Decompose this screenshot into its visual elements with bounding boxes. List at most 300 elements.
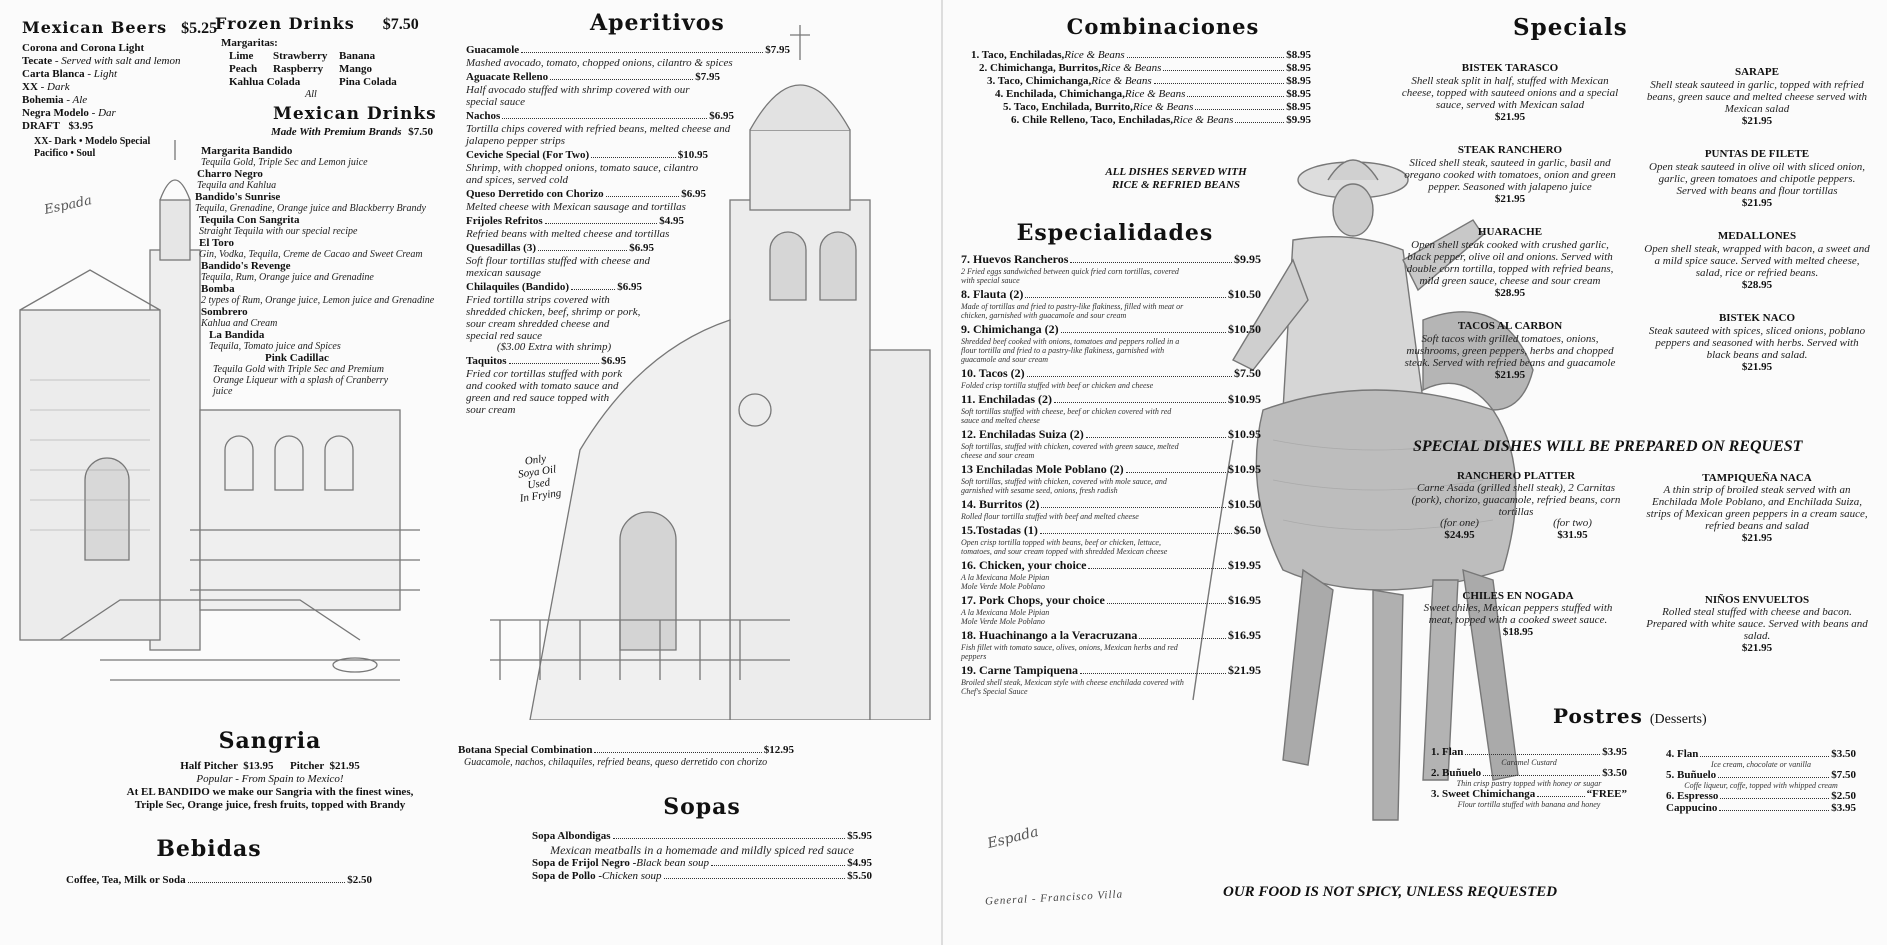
aperitivo-item — [466, 355, 626, 416]
combo-price: $8.95 — [1286, 75, 1311, 87]
special-desc: Shell steak split in half, stuffed with Mexican cheese, topped with sauteed onions and a special sauce, served with Mexican salad — [1401, 75, 1619, 111]
especialidad-price: $19.95 — [1228, 558, 1261, 572]
aperitivo-name: Queso Derretido con Chorizo — [466, 188, 604, 200]
special-price: $28.95 — [1494, 287, 1526, 299]
special-item — [1643, 230, 1871, 292]
beer-note: - Light — [84, 68, 118, 80]
ninos-price: $21.95 — [1741, 642, 1773, 654]
aperitivo-item — [466, 215, 684, 240]
leader-dots — [1041, 507, 1226, 508]
drink-desc: Tequila, Rum, Orange juice and Grenadine — [201, 272, 374, 283]
especialidad-price: $21.95 — [1228, 663, 1261, 677]
leader-dots — [613, 838, 846, 839]
menu-line — [466, 215, 684, 228]
especialidad-desc: 2 Fried eggs sandwiched between quick fried corn tortillas, covered with special sauce — [961, 267, 1179, 285]
sangria-desc2: Triple Sec, Orange juice, fresh fruits, topped with Brandy — [134, 799, 406, 811]
leader-dots — [550, 79, 693, 80]
sopas-list — [532, 830, 872, 883]
sopa-price: $4.95 — [847, 857, 872, 869]
especialidad-name: 12. Enchiladas Suiza (2) — [961, 427, 1084, 441]
botana-price: $12.95 — [763, 744, 794, 756]
menu-line — [466, 355, 626, 368]
bebidas-section — [66, 836, 372, 887]
left-panel — [0, 0, 943, 945]
leader-dots — [664, 878, 846, 879]
aperitivo-name: Guacamole — [466, 44, 520, 56]
especialidad-price: $7.50 — [1234, 366, 1261, 380]
beers-title: Mexican Beers — [22, 18, 168, 37]
aperitivo-name: Quesadillas (3) — [466, 242, 536, 254]
especialidad-desc: Made of tortillas and fried to pastry-like flakiness, filled with meat or chicken, garnished with guacamole and sour cream — [961, 302, 1184, 320]
artist-signature: Espada — [42, 193, 94, 218]
menu-line — [1666, 802, 1856, 814]
menu-line — [1431, 746, 1627, 758]
leader-dots — [606, 196, 680, 197]
especialidad-name: 14. Burritos (2) — [961, 497, 1040, 511]
flavor-item: Kahlua Colada — [229, 76, 301, 88]
aperitivo-name: Ceviche Special (For Two) — [466, 149, 590, 161]
menu-line — [466, 44, 790, 57]
sopas-title: Sopas — [663, 794, 741, 820]
special-price: $21.95 — [1741, 115, 1773, 127]
leader-dots — [1718, 777, 1829, 778]
postre-price: $3.95 — [1831, 802, 1856, 814]
menu-line — [466, 110, 734, 123]
margaritas-label: Margaritas: — [221, 37, 278, 49]
beer-item — [22, 94, 202, 107]
drink-name: Margarita Bandido — [201, 145, 293, 157]
soya-note — [505, 450, 571, 506]
postre-price: “FREE” — [1586, 788, 1627, 800]
aperitivo-item — [466, 242, 654, 279]
postre-desc: Coffe liqueur, coffe, topped with whipped cream — [1684, 781, 1838, 790]
postres-col1 — [1431, 746, 1627, 809]
special-name: HUARACHE — [1477, 226, 1543, 238]
menu-line — [1666, 790, 1856, 802]
leader-dots — [1154, 83, 1285, 84]
aperitivo-price: $6.95 — [601, 355, 626, 367]
aperitivo-name: Aguacate Relleno — [466, 71, 549, 83]
flavor-item: Peach — [229, 63, 258, 75]
aperitivo-desc: Shrimp, with chopped onions, tomato sauce, cilantro and spices, served cold — [466, 162, 699, 186]
especialidad-desc: A la Mexicana Mole Pipian Mole Verde Mole Poblano — [961, 573, 1050, 591]
leader-dots — [1235, 122, 1284, 123]
leader-dots — [1040, 533, 1232, 534]
combo-note-line2: RICE & REFRIED BEANS — [1111, 179, 1241, 191]
soya-line: Soya Oil — [517, 463, 557, 481]
sopas-section — [532, 794, 872, 883]
especialidad-name: 10. Tacos (2) — [961, 366, 1025, 380]
aperitivo-name: Taquitos — [466, 355, 507, 367]
menu-line — [961, 287, 1261, 302]
all-label: All — [305, 89, 317, 100]
especialidad-desc: A la Mexicana Mole Pipian Mole Verde Mole Poblano — [961, 608, 1050, 626]
right-panel — [943, 0, 1887, 945]
draft-price: $3.95 — [68, 120, 94, 132]
aperitivo-item — [466, 281, 642, 353]
special-price: $21.95 — [1494, 193, 1526, 205]
leader-dots — [1465, 754, 1600, 755]
beer-name: Corona and Corona Light — [22, 42, 145, 54]
drink-name: Pink Cadillac — [265, 352, 329, 364]
combo-name: 3. Taco, Chimichanga, — [987, 75, 1092, 87]
especialidad-item — [961, 366, 1261, 390]
combo-price: $8.95 — [1286, 101, 1311, 113]
ranchero-two-price: $31.95 — [1557, 529, 1588, 541]
special-item — [1400, 144, 1620, 206]
especialidad-price: $6.50 — [1234, 523, 1261, 537]
chiles-price: $18.95 — [1502, 626, 1534, 638]
leader-dots — [1061, 332, 1226, 333]
postre-name: 2. Buñuelo — [1431, 767, 1482, 779]
drink-desc: Straight Tequila with our special recipe — [199, 226, 358, 237]
aperitivo-price: $6.95 — [629, 242, 654, 254]
especialidad-item — [961, 462, 1261, 495]
postre-price: $3.95 — [1602, 746, 1627, 758]
especialidad-item — [961, 287, 1261, 320]
beers-price: $5.25 — [181, 20, 218, 37]
especialidad-name: 8. Flauta (2) — [961, 287, 1024, 301]
leader-dots — [571, 289, 615, 290]
menu-line — [1666, 748, 1856, 760]
especialidad-item — [961, 392, 1261, 425]
postre-name: Cappucino — [1666, 802, 1718, 814]
aperitivo-price: $6.95 — [709, 110, 734, 122]
drink-name: Sombrero — [201, 306, 248, 318]
mexican-drinks-section — [195, 104, 465, 397]
aperitivo-price: $6.95 — [617, 281, 642, 293]
drink-name: Bandido's Sunrise — [195, 191, 281, 203]
flavor-item: Mango — [339, 63, 372, 75]
menu-line — [1011, 114, 1311, 127]
special-desc: Open shell steak cooked with crushed garlic, black pepper, olive oil and onions. Served with double corn tortilla, topped with refried beans, mild green sauce, cheese and sour cream — [1406, 239, 1614, 287]
postre-desc: Ice cream, chocolate or vanilla — [1711, 760, 1811, 769]
menu-line — [1431, 788, 1627, 800]
flavor-grid — [229, 50, 397, 89]
beer-list — [22, 42, 202, 120]
drink-item — [199, 214, 465, 237]
drink-name: Charro Negro — [197, 168, 263, 180]
especialidad-desc: Soft tortillas, stuffed with chicken, covered with mole sauce, and garnished with sesame seed, onions, fresh radish — [961, 477, 1167, 495]
combo-list — [971, 49, 1351, 127]
flavor-item: Raspberry — [273, 63, 324, 75]
menu-line — [961, 593, 1261, 608]
flavor-item: Lime — [229, 50, 254, 62]
especialidad-name: 16. Chicken, your choice — [961, 558, 1087, 572]
especialidad-item — [961, 558, 1261, 591]
aperitivos-section — [466, 10, 796, 418]
flavor-item: Strawberry — [273, 50, 328, 62]
sopa-price: $5.50 — [847, 870, 872, 882]
botana-name: Botana Special Combination — [458, 744, 593, 756]
drink-item — [213, 352, 465, 397]
combo-price: $9.95 — [1286, 114, 1311, 126]
especialidad-desc: Broiled shell steak, Mexican style with cheese enchilada covered with Chef's Special Sauce — [961, 678, 1184, 696]
leader-dots — [1700, 756, 1829, 757]
leader-dots — [1027, 376, 1232, 377]
botana-section — [458, 744, 794, 768]
specials-title: Specials — [1513, 14, 1628, 41]
leader-dots — [1086, 437, 1226, 438]
aperitivos-list — [466, 44, 796, 416]
beer-note: - Ale — [63, 94, 88, 106]
aperitivos-title: Aperitivos — [590, 10, 725, 36]
especialidad-item — [961, 322, 1261, 364]
special-item — [1643, 66, 1871, 128]
combo-price: $8.95 — [1286, 62, 1311, 74]
aperitivo-name: Frijoles Refritos — [466, 215, 543, 227]
sangria-desc1: At EL BANDIDO we make our Sangria with the finest wines, — [126, 786, 414, 798]
aperitivo-desc: Soft flour tortillas stuffed with cheese and mexican sausage — [466, 255, 650, 279]
bebidas-item: Coffee, Tea, Milk or Soda — [66, 874, 186, 886]
beer-note: - Dark — [37, 81, 70, 93]
beer-item — [22, 81, 202, 94]
especialidad-price: $10.95 — [1228, 427, 1261, 441]
aperitivo-item — [466, 44, 790, 69]
aperitivo-name: Chilaquiles (Bandido) — [466, 281, 570, 293]
artist-signature-right: Espada — [985, 823, 1041, 853]
drink-name: Bomba — [201, 283, 235, 295]
tampiquena-desc: A thin strip of broiled steak served with an Enchilada Mole Poblano, and Enchilada Suiza, strips of Mexican green peppers in a cream sauce, refried beans and salad — [1646, 484, 1868, 532]
especialidad-desc: Rolled flour tortilla stuffed with beef and melted cheese — [961, 512, 1139, 521]
drink-name: Bandido's Revenge — [201, 260, 291, 272]
special-desc: Steak sauteed with spices, sliced onions, poblano peppers and seasoned with herbs. Served with black beans and salad. — [1648, 325, 1866, 361]
leader-dots — [1187, 96, 1284, 97]
menu-line — [466, 188, 706, 201]
especialidad-item — [961, 523, 1261, 556]
leader-dots — [1107, 603, 1226, 604]
special-name: BISTEK TARASCO — [1461, 62, 1559, 74]
drink-name: El Toro — [199, 237, 234, 249]
frozen-price: $7.50 — [382, 16, 419, 33]
especialidad-desc: Soft tortillas stuffed with cheese, beef or chicken covered with red sauce and melted cheese — [961, 407, 1172, 425]
aperitivo-item — [466, 149, 708, 186]
aperitivo-price: $7.95 — [765, 44, 790, 56]
menu-line — [466, 281, 642, 294]
leader-dots — [509, 363, 600, 364]
postre-name: 6. Espresso — [1666, 790, 1719, 802]
leader-dots — [1483, 775, 1600, 776]
combo-name: 1. Taco, Enchiladas, — [971, 49, 1065, 61]
beers-section — [22, 18, 218, 160]
postre-desc: Thin crisp pastry topped with honey or sugar — [1456, 779, 1602, 788]
aperitivo-desc: Fried tortilla strips covered with shredded chicken, beef, shrimp or pork, sour cream shredded cheese and special red sauce — [466, 294, 641, 342]
soya-line: Used — [526, 476, 551, 492]
chiles-desc: Sweet chiles, Mexican peppers stuffed with meat, topped with a cooked sweet sauce. — [1423, 602, 1613, 626]
ninos-desc: Rolled steal stuffed with cheese and bacon. Prepared with white sauce. Served with beans and salad. — [1646, 606, 1868, 642]
drink-item — [201, 306, 465, 329]
sangria-prices: Half Pitcher $13.95 Pitcher $21.95 — [180, 760, 360, 772]
postres-col2 — [1666, 748, 1856, 814]
special-desc: Open steak sauteed in olive oil with sliced onion, garlic, green tomatoes and chipotle peppers. Served with beans and flour tortillas — [1649, 161, 1865, 197]
aperitivo-name: Nachos — [466, 110, 501, 122]
esp-list — [961, 252, 1261, 696]
beer-item — [22, 42, 202, 55]
menu-line — [532, 857, 872, 870]
special-name: BISTEK NACO — [1718, 312, 1796, 324]
tampiquena-price: $21.95 — [1741, 532, 1773, 544]
aperitivo-price: $7.95 — [695, 71, 720, 83]
postre-price: $3.50 — [1831, 748, 1856, 760]
special-item — [1400, 62, 1620, 124]
especialidad-desc: Shredded beef cooked with onions, tomatoes and peppers rolled in a flour tortilla and fried to a pastry-like flakiness, garnished with guacamole and sour cream — [961, 337, 1180, 364]
menu-line — [961, 252, 1261, 267]
sopa-name-note: Black bean soup — [636, 857, 709, 869]
ranchero-desc: Carne Asada (grilled shell steak), 2 Carnitas (pork), chorizo, guacamole, refried beans, corn tortillas — [1411, 482, 1621, 518]
specials-col1 — [1400, 62, 1620, 402]
especialidad-name: 17. Pork Chops, your choice — [961, 593, 1105, 607]
special-desc: Sliced shell steak, sauteed in garlic, basil and oregano cooked with tomatoes, onion and green pepper. Seasoned with jalapeno juice — [1404, 157, 1616, 193]
drink-name: Tequila Con Sangrita — [199, 214, 300, 226]
especialidad-name: 18. Huachinango a la Veracruzana — [961, 628, 1138, 642]
specials-col2 — [1643, 66, 1871, 394]
drink-item — [195, 191, 465, 214]
beer-note: - Dar — [88, 107, 116, 119]
postres-title: Postres — [1553, 704, 1643, 728]
combo-name: 4. Enchilada, Chimichanga, — [995, 88, 1125, 100]
menu-line — [466, 242, 654, 255]
special-price: $21.95 — [1494, 111, 1526, 123]
sangria-title: Sangria — [218, 728, 322, 754]
menu-line — [1666, 769, 1856, 781]
leader-dots — [711, 865, 845, 866]
botana-desc: Guacamole, nachos, chilaquiles, refried beans, queso derretido con chorizo — [464, 757, 768, 768]
especialidad-price: $16.95 — [1228, 593, 1261, 607]
leader-dots — [1088, 568, 1226, 569]
sangria-tagline: Popular - From Spain to Mexico! — [196, 773, 344, 785]
sopa-desc: Mexican meatballs in a homemade and mildly spiced red sauce — [550, 843, 854, 857]
flavor-item: Pina Colada — [339, 76, 397, 88]
specials-title-wrap — [1513, 14, 1633, 41]
soya-line: Only — [524, 452, 547, 468]
special-item — [1400, 320, 1620, 382]
bebidas-title: Bebidas — [156, 836, 262, 862]
especialidad-desc: Soft tortillas, stuffed with chicken, covered with green sauce, melted cheese and sour cream — [961, 442, 1179, 460]
leader-dots — [1126, 472, 1226, 473]
especialidad-item — [961, 252, 1261, 285]
especialidad-item — [961, 628, 1261, 661]
special-price: $28.95 — [1741, 279, 1773, 291]
drink-desc: 2 types of Rum, Orange juice, Lemon juice and Grenadine — [201, 295, 435, 306]
leader-dots — [538, 250, 627, 251]
ninos-name: NIÑOS ENVUELTOS — [1704, 594, 1810, 606]
special-name: TACOS AL CARBON — [1457, 320, 1563, 332]
combo-note-line1: ALL DISHES SERVED WITH — [1105, 166, 1247, 178]
menu-line — [979, 62, 1311, 75]
drink-item — [197, 168, 465, 191]
beer-item — [22, 55, 202, 68]
menu-line — [961, 497, 1261, 512]
leader-dots — [591, 157, 676, 158]
ranchero-one-price: $24.95 — [1444, 529, 1475, 541]
drink-item — [201, 145, 465, 168]
especialidad-name: 7. Huevos Rancheros — [961, 252, 1069, 266]
draft-label: DRAFT — [22, 120, 60, 132]
special-desc: Shell steak sauteed in garlic, topped with refried beans, green sauce and melted cheese served with Mexican salad — [1646, 79, 1868, 115]
aperitivo-price: $4.95 — [659, 215, 684, 227]
special-desc: Soft tacos with grilled tomatoes, onions, mushrooms, green peppers, herbs and chopped steak. Served with refried beans and guacamole — [1404, 333, 1616, 369]
combo-price: $8.95 — [1286, 49, 1311, 61]
special-name: STEAK RANCHERO — [1457, 144, 1563, 156]
drink-desc: Tequila, Grenadine, Orange juice and Blackberry Brandy — [195, 203, 426, 214]
leader-dots — [1163, 70, 1284, 71]
drinks-list — [195, 145, 465, 397]
menu-line — [1431, 767, 1627, 779]
menu-line — [961, 462, 1261, 477]
menu-line — [961, 392, 1261, 407]
especialidades-title: Especialidades — [1016, 220, 1214, 246]
tampiquena-naca — [1643, 472, 1871, 544]
special-name: SARAPE — [1734, 66, 1779, 78]
menu-line — [961, 322, 1261, 337]
especialidades-section — [961, 220, 1261, 698]
drink-name: La Bandida — [209, 329, 265, 341]
especialidad-desc: Open crisp tortilla topped with beans, beef or chicken, lettuce, tomatoes, and sour cream topped with shredded Mexican cheese — [961, 538, 1168, 556]
beer-name: Tecate — [22, 55, 53, 67]
postres-subtitle: (Desserts) — [1649, 712, 1707, 727]
special-item — [1643, 312, 1871, 374]
menu-line — [961, 663, 1261, 678]
beer-item — [22, 68, 202, 81]
special-request-banner: SPECIAL DISHES WILL BE PREPARED ON REQUEST — [1413, 438, 1803, 455]
especialidad-price: $10.95 — [1228, 392, 1261, 406]
aperitivo-desc: Mashed avocado, tomato, chopped onions, cilantro & spices — [466, 57, 733, 69]
postre-name: 3. Sweet Chimichanga — [1431, 788, 1536, 800]
combo-price: $8.95 — [1286, 88, 1311, 100]
drink-item — [199, 237, 465, 260]
postre-desc: Flour tortilla stuffed with banana and honey — [1457, 800, 1601, 809]
combo-name: 5. Taco, Enchilada, Burrito, — [1003, 101, 1133, 113]
postres-title-wrap — [1553, 704, 1803, 728]
postre-price: $7.50 — [1831, 769, 1856, 781]
drink-desc: Tequila, Tomato juice and Spices — [209, 341, 341, 352]
menu-line — [961, 628, 1261, 643]
ranchero-two-label: (for two) — [1553, 517, 1592, 529]
especialidad-item — [961, 663, 1261, 696]
postre-price: $3.50 — [1602, 767, 1627, 779]
aperitivo-desc: Half avocado stuffed with shrimp covered with our special sauce — [466, 84, 690, 108]
frozen-title: Frozen Drinks — [215, 14, 355, 33]
combo-name-note: Rice & Beans — [1132, 101, 1194, 113]
villa-caption: General - Francisco Villa — [984, 888, 1124, 908]
draft-line1: XX- Dark • Modelo Special — [34, 136, 151, 147]
special-price: $21.95 — [1741, 197, 1773, 209]
aperitivo-price: $6.95 — [681, 188, 706, 200]
combinaciones-section — [971, 14, 1351, 127]
sopa-name-note: Chicken soup — [601, 870, 662, 882]
leader-dots — [1025, 297, 1226, 298]
drink-desc: Tequila and Kahlua — [197, 180, 277, 191]
combo-name-note: Rice & Beans — [1091, 75, 1152, 87]
leader-dots — [1195, 109, 1284, 110]
drink-desc: Kahlua and Cream — [201, 318, 278, 329]
draft-line2: Pacifico • Soul — [34, 148, 96, 159]
drink-desc: Tequila Gold with Triple Sec and Premium Orange Liqueur with a splash of Cranberry juice — [213, 364, 389, 397]
especialidad-item — [961, 593, 1261, 626]
leader-dots — [502, 118, 707, 119]
special-price: $21.95 — [1741, 361, 1773, 373]
aperitivo-desc: Tortilla chips covered with refried beans, melted cheese and jalapeno pepper strips — [466, 123, 731, 147]
bebidas-price: $2.50 — [347, 874, 372, 886]
menu-line — [532, 870, 872, 883]
aperitivo-desc: Refried beans with melted cheese and tortillas — [466, 228, 670, 240]
especialidad-name: 15.Tostadas (1) — [961, 523, 1038, 537]
especialidad-price: $10.95 — [1228, 462, 1261, 476]
leader-dots — [1720, 798, 1829, 799]
leader-dots — [1080, 673, 1226, 674]
drink-desc: Tequila Gold, Triple Sec and Lemon juice — [201, 157, 368, 168]
especialidad-price: $10.50 — [1228, 287, 1261, 301]
